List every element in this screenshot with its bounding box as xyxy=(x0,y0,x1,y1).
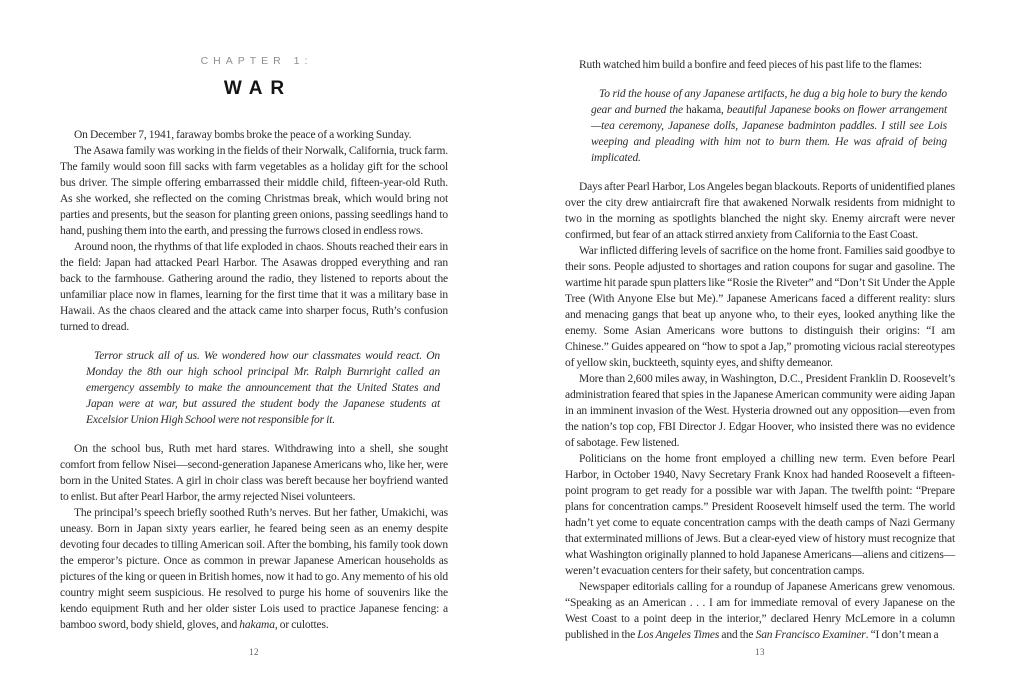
chapter-title: WAR xyxy=(223,78,293,99)
italic-publication: San Francisco Examiner xyxy=(755,629,866,641)
paragraph xyxy=(565,579,955,643)
text-run: , beautiful Japanese books on flower arrangement—tea ceremony, Japanese dolls, Japanese badminton paddles. I still see Lois weeping and pleading with him not to burn them. He was afraid of being implicated. xyxy=(591,104,947,164)
page-number-left: 12 xyxy=(249,647,259,657)
text-run: On December 7, 1941, faraway bombs broke the peace of a working Sunday. xyxy=(74,129,412,141)
paragraph xyxy=(60,127,448,143)
italic-term: hakama xyxy=(239,619,275,631)
right-page-text xyxy=(565,57,955,643)
roman-term: hakama xyxy=(686,104,721,116)
text-run: Days after Pearl Harbor, Los Angeles began blackouts. Reports of unidentified planes over the city drew antiaircraft fire that awakened Norwalk residents from midnight to two in the morning as spotlights blanched the night sky. Enemy aircraft were never confirmed, but fear of an attack stirred anxiety from California to the East Coast. xyxy=(565,181,955,241)
text-run: . “I don’t mean a xyxy=(865,629,939,641)
page-number-right: 13 xyxy=(755,647,765,657)
text-run: Around noon, the rhythms of that life exploded in chaos. Shouts reached their ears in the field: Japan had attacked Pearl Harbor. The Asawas dropped everything and ran back to the farmhouse. Gathering around the radio, they listened to reports about the unfamiliar place now in flames, learning for the first time that it was a military base in Hawaii. As the chaos cleared and the attack came into sharper focus, Ruth’s confusion turned to dread. xyxy=(60,241,448,333)
left-page-text xyxy=(60,127,448,633)
paragraph xyxy=(60,505,448,633)
italic-publication: Los Angeles Times xyxy=(637,629,720,641)
text-run: The Asawa family was working in the fields of their Norwalk, California, truck farm. The family would soon fill sacks with farm vegetables as a holiday gift for the school bus driver. The simple offering embarrassed their middle child, fifteen-year-old Ruth. As she worked, she reflected on the coming Christmas break, which would bring not parties and presents, but the season for planting green onions, passing seedlings hand to hand, pushing them into the earth, and pressing the furrows closed in endless rows. xyxy=(60,145,448,237)
text-run: The principal’s speech briefly soothed Ruth’s nerves. But her father, Umakichi, was uneasy. Born in Japan sixty years earlier, he feared being seen as an enemy despite devoting four decades to tilling American soil. After the bombing, his family took down the emperor’s picture. Once as common in prewar Japanese American households as pictures of the king or queen in British homes, now it had to go. Any memento of his old country might seem suspicious. He resolved to purge his home of souvenirs like the kendo equipment Ruth and her older sister Lois used to practice Japanese fencing: a bamboo sword, body shield, gloves, and xyxy=(60,507,448,631)
chapter-header xyxy=(60,55,448,100)
text-run: Newspaper editorials calling for a roundup of Japanese Americans grew venomous. “Speaking as an American . . . I am for immediate removal of every Japanese on the West Coast to a point deep in the interior,” declared Henry McLemore in a column published in the xyxy=(565,581,955,641)
paragraph xyxy=(60,143,448,239)
paragraph xyxy=(60,239,448,335)
text-run: Ruth watched him build a bonfire and feed pieces of his past life to the flames: xyxy=(579,59,922,71)
text-run: War inflicted differing levels of sacrifice on the home front. Families said goodbye to their sons. People adjusted to shortages and ration coupons for sugar and gasoline. The wartime hit parade spun platters like “Rosie the Riveter” and “Don’t Sit Under the Apple Tree (With Anyone Else but Me).” Japanese Americans faced a different reality: slurs and menacing gangs that beat up anyone who, to their eyes, looked anything like the enemy. Some Asian Americans wore buttons to distinguish their origins: “I am Chinese.” Guides appeared on “how to spot a Jap,” promoting vicious racial stereotypes of yellow skin, buckteeth, squinty eyes, and shifty demeanor. xyxy=(565,245,955,369)
text-run: and the xyxy=(719,629,756,641)
text-run: Politicians on the home front employed a chilling new term. Even before Pearl Harbor, in October 1940, Navy Secretary Frank Knox had handed Roosevelt a fifteen-point program to get ready for a possible war with Japan. The twelfth point: “Prepare plans for concentration camps.” President Roosevelt himself used the term. The world hadn’t yet come to equate concentration camps with the death camps of Nazi Germany that exterminated millions of Jews. But a clear-eyed view of history must recognize that what Washington originally planned to hold Japanese Americans—aliens and citizens—weren’t evacuation centers for their safety, but concentration camps. xyxy=(565,453,955,577)
text-run: To rid the house of any Japanese artifacts, he dug a big hole to bury the kendo gear and burned the xyxy=(591,88,947,116)
chapter-label: CHAPTER 1: xyxy=(200,55,313,67)
paragraph xyxy=(565,57,955,73)
block-quote xyxy=(86,348,440,428)
text-run: More than 2,600 miles away, in Washington, D.C., President Franklin D. Roosevelt’s administration feared that spies in the Japanese American community were aiding Japan in an imminent invasion of the West. Hysteria drowned out any opposition—even from the nation’s top cop, FBI Director J. Edgar Hoover, who insisted there was no evidence of sabotage. Few listened. xyxy=(565,373,955,449)
paragraph xyxy=(565,371,955,451)
text-run: Terror struck all of us. We wondered how our classmates would react. On Monday the 8th our high school principal Mr. Ralph Burnright called an emergency assembly to make the announcement that the United States and Japan were at war, but assured the student body the Japanese students at Excelsior Union High School were not responsible for it. xyxy=(86,350,440,426)
block-quote xyxy=(591,86,947,166)
text-run: On the school bus, Ruth met hard stares. Withdrawing into a shell, she sought comfort from fellow Nisei—second-generation Japanese Americans who, like her, were born in the United States. A girl in choir class was bereft because her boyfriend wanted to enlist. But after Pearl Harbor, the army rejected Nisei volunteers. xyxy=(60,443,448,503)
paragraph xyxy=(60,441,448,505)
page-right xyxy=(512,0,1024,683)
paragraph xyxy=(565,451,955,579)
paragraph xyxy=(565,179,955,243)
text-run: , or culottes. xyxy=(274,619,329,631)
paragraph xyxy=(565,243,955,371)
